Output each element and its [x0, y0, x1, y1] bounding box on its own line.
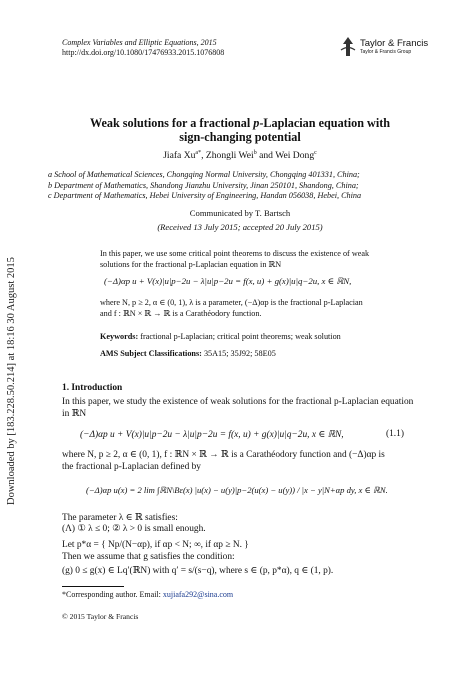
- abstract-where-2: and f : ℝN × ℝ → ℝ is a Carathéodory function.: [100, 309, 262, 318]
- download-note: Downloaded by [183.228.50.214] at 18:16 30 August 2015: [6, 257, 17, 505]
- condition-g: (g) 0 ≤ g(x) ∈ Lq′(ℝN) with q′ = s/(s−q), where s ∈ (p, p*α), q ∈ (1, p).: [62, 566, 334, 576]
- affiliation-a: a School of Mathematical Sciences, Chongqing Normal University, Chongqing 401331, China;: [48, 170, 360, 179]
- keywords-text: fractional p-Laplacian; critical point theorems; weak solution: [140, 332, 341, 341]
- title-line-1: Weak solutions for a fractional p-Laplacian equation with: [89, 116, 391, 130]
- let-p-star: Let p*α = { Np/(N−αp), if αp < N; ∞, if αp ≥ N. }: [62, 540, 249, 550]
- abstract-intro: In this paper, we use some critical point theorems to discuss the existence of weak solutions for the fractional p-Laplacian equation in ℝN: [100, 249, 370, 269]
- intro-para-line-2: in ℝN: [62, 409, 87, 419]
- doi-link[interactable]: http://dx.doi.org/10.1080/17476933.2015.1076808: [62, 48, 225, 57]
- section-heading: 1. Introduction: [62, 383, 123, 393]
- received-dates: (Received 13 July 2015; accepted 20 July 2015): [157, 222, 323, 232]
- equation-1-1-number: (1.1): [386, 429, 404, 439]
- copyright: © 2015 Taylor & Francis: [62, 612, 139, 621]
- ams-codes: 35A15; 35J92; 58E05: [203, 349, 276, 358]
- parameter-line: The parameter λ ∈ ℝ satisfies:: [62, 513, 178, 523]
- para2-line-1: where N, p ≥ 2, α ∈ (0, 1), f : ℝN × ℝ → ℝ is a Carathéodory function and (−Δ)αp is: [62, 450, 385, 460]
- title-line-2: sign-changing potential: [179, 130, 301, 144]
- keywords-label: Keywords:: [100, 332, 139, 341]
- assume-line: Then we assume that g satisfies the condition:: [62, 552, 235, 562]
- keywords: [100, 331, 341, 342]
- affiliation-c: c Department of Mathematics, Hebei University of Engineering, Handan 056038, Hebei, China: [48, 191, 362, 200]
- journal-name: Complex Variables and Elliptic Equations, 2015: [62, 38, 217, 47]
- ams-classification: [100, 348, 276, 359]
- intro-para-line-1: In this paper, we study the existence of weak solutions for the fractional p-Laplacian equation: [62, 397, 414, 407]
- equation-fractional-laplacian: (−Δ)αp u(x) = 2 lim ∫ℝN\Bε(x) |u(x) − u(y)|p−2(u(x) − u(y)) / |x − y|N+αp dy, x ∈ ℝN.: [86, 485, 388, 495]
- abstract-where-1: where N, p ≥ 2, α ∈ (0, 1), λ is a parameter, (−Δ)αp is the fractional p-Laplacian: [100, 298, 363, 307]
- abstract-equation: (−Δ)αp u + V(x)|u|p−2u − λ|u|p−2u = f(x, u) + g(x)|u|q−2u, x ∈ ℝN,: [104, 276, 352, 286]
- communicated-by: Communicated by T. Bartsch: [189, 208, 291, 218]
- author-email-link[interactable]: xujiafa292@sina.com: [162, 590, 234, 599]
- publisher-logo: [338, 36, 448, 60]
- para2-line-2: the fractional p-Laplacian defined by: [62, 462, 201, 472]
- corresponding-label: *Corresponding author. Email:: [62, 590, 161, 599]
- footnote-rule: [62, 586, 124, 587]
- publisher-logo-icon: [338, 36, 358, 58]
- authors: Jiafa $Xu^{a*}$, Zhongli Wei$^b$ and Wei Dong$^c$: [163, 150, 317, 162]
- publisher-name: Taylor & Francis: [360, 38, 429, 49]
- ams-label: AMS Subject Classifications:: [100, 349, 202, 358]
- affiliation-b: b Department of Mathematics, Shandong Jianzhu University, Jinan 250101, Shandong, China;: [48, 180, 359, 190]
- condition-lambda: (Λ) ① λ ≤ 0; ② λ > 0 is small enough.: [62, 524, 206, 534]
- equation-1-1: (−Δ)αp u + V(x)|u|p−2u − λ|u|p−2u = f(x, u) + g(x)|u|q−2u, x ∈ ℝN,: [80, 430, 344, 440]
- publisher-subname: Taylor & Francis Group: [360, 49, 412, 55]
- corresponding-author: [62, 590, 233, 599]
